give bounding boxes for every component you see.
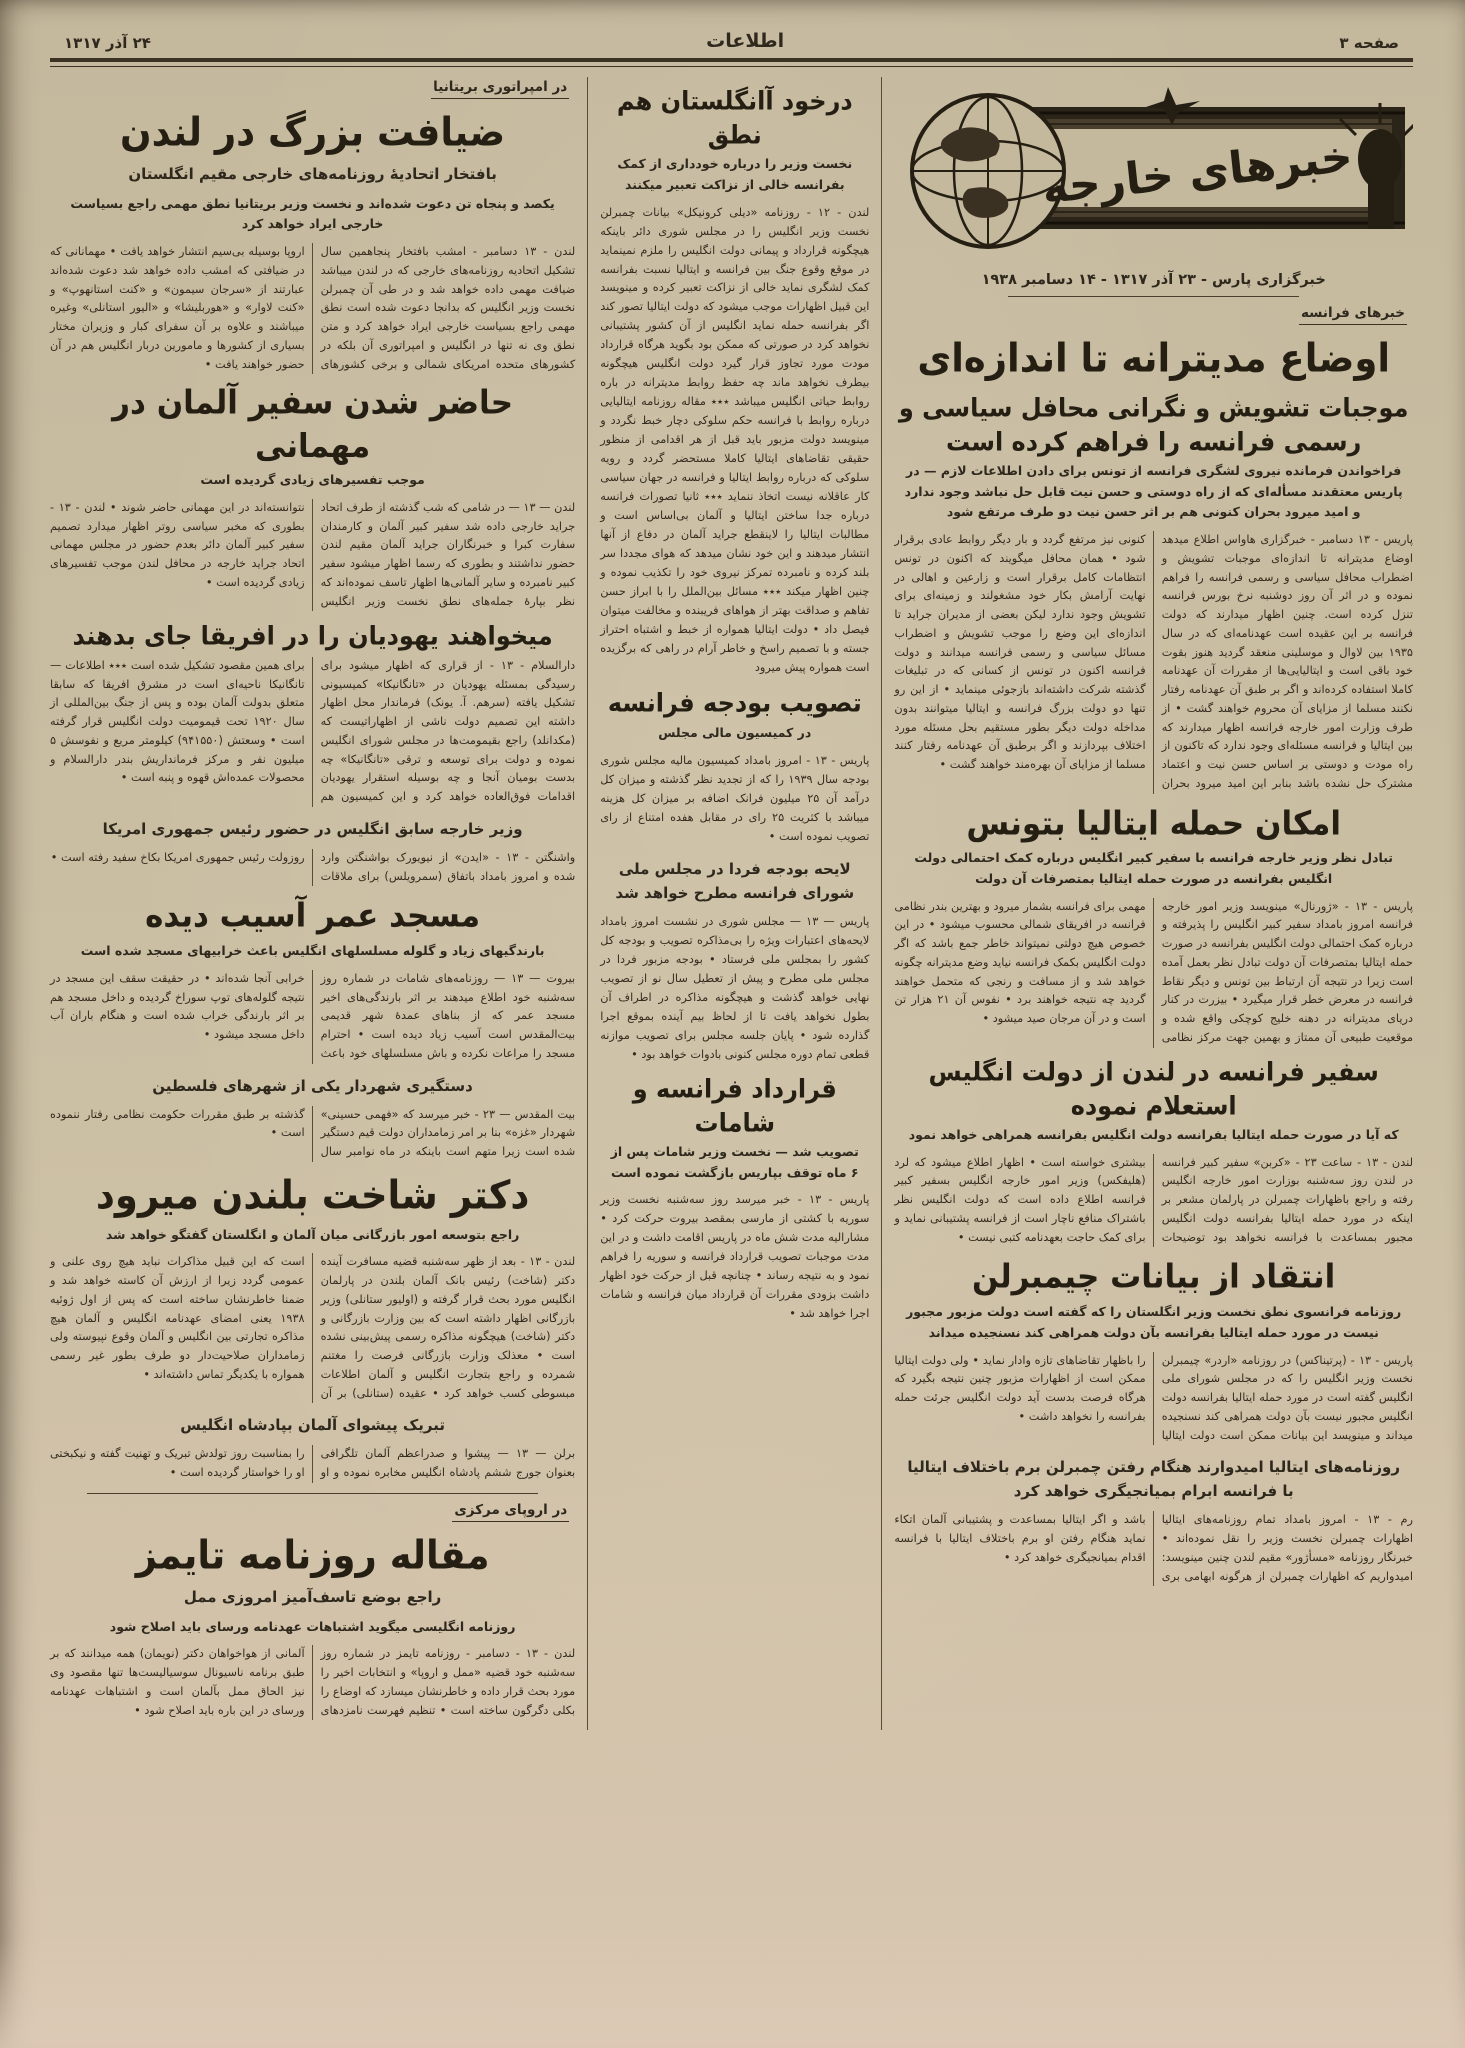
article-body: پاریس - ۱۳ - امروز بامداد کمیسیون مالیه مجلس شوری بودجه سال ۱۹۳۹ را که از تجدید نظر گذشته و میزان کل درآمد آن ۲۵ میلیون فرانک اضافه بر میزان کل هزینه میباشد با کثریت ۲۵ رای در مقابل هفده امتناع از رای تصویب نموده است • — [600, 754, 870, 843]
deck: تبادل نظر وزیر خارجه فرانسه با سفیر کبیر انگلیس درباره کمک احتمالی دولت انگلیس بفرانسه در صورت حمله ایتالیا بمتصرفات آن دولت — [914, 850, 1393, 887]
headline: دکتر شاخت بلندن میرود — [95, 1172, 530, 1219]
article-chamberlain-criticism — [894, 1257, 1413, 1445]
headline: حاضر شدن سفیر آلمان در مهمانی — [112, 383, 514, 466]
deck: تصویب شد — نخست وزیر شامات پس از ۶ ماه توقف بپاریس بازگشت نموده است — [610, 1144, 859, 1180]
article-body: لندن - ۱۳ - ساعت ۲۳ - «کربن» سفیر کبیر فرانسه در لندن روز سه‌شنبه بوزارت امور خارجه انگلیس رفته و راجع باظهارات چمبرلن در پارلمان مشعر بر اینکه در مورد حمله ایتالیا بفرانسه دولت انگلیس مجبور بمساعدت با فرانسه نخواهد بود توضیحات بیشتری خواسته است • اظهار اطلاع میشود که لرد (هلیفکس) وزیر امور خارجه انگلیس بسفیر کبیر فرانسه اطلاع داده است که دولت انگلیس نظر باشتراک منافع ناچار است از فرانسه پشتیبانی نماید و برای کمک حاجت بعهدنامه کتبی نیست • — [894, 1155, 1414, 1244]
headline: تبریک پیشوای آلمان بپادشاه انگلیس — [180, 1416, 446, 1435]
headline: سفیر فرانسه در لندن از دولت انگلیس استعلام نموده — [928, 1056, 1379, 1121]
headline: میخواهند یهودیان را در افریقا جای بدهند — [72, 621, 553, 652]
article-mediterranean-situation — [894, 335, 1413, 794]
article-times-article — [50, 1532, 575, 1720]
article-schacht-london — [50, 1172, 575, 1403]
deck: بارندگیهای زیاد و گلوله مسلسلهای انگلیس باعث خرابیهای مسجد شده است — [80, 943, 545, 959]
headline: ضیافت بزرگ در لندن — [120, 109, 506, 156]
headline: وزیر خارجه سابق انگلیس در حضور رئیس جمهوری امریکا — [102, 819, 523, 838]
article-german-ambassador-party — [50, 384, 575, 611]
headline: قرارداد فرانسه و شامات — [632, 1073, 837, 1138]
column-middle — [587, 77, 882, 1730]
article-france-levant-treaty — [600, 1075, 869, 1324]
article-body: بیروت — ۱۳ — روزنامه‌های شامات در شماره روز سه‌شنبه خود اطلاع میدهند بر اثر بارندگی‌های اخیر مسجد عمر که از بناهای عمدهٔ شهر قدیمی بیت‌المقدس است آسیب زیاد دیده است • احترام مسجد را مراعات نکرده و باش مسلسلهای خود باعث خرابی آنجا شده‌اند • در حقیقت سقف این مسجد در نتیجه گلوله‌های توپ سوراخ گردیده و داخل مسجد هم بر اثر بارندگی خراب شده است و هنگام باران آب داخل مسجد میشود • — [50, 971, 576, 1060]
headline: درخود آانگلستان هم نطق — [616, 86, 853, 150]
page-header — [50, 30, 1413, 52]
headline: مقاله روزنامه تایمز — [135, 1532, 490, 1579]
agency-dateline: خبرگزاری پارس - ۲۳ آذر ۱۳۱۷ - ۱۴ دسامبر ۱۹۳۸ — [981, 272, 1326, 288]
headline: تصویب بودجه فرانسه — [607, 687, 862, 718]
article-body: پاریس - ۱۳ - (پرتیناکس) در روزنامه «اردر» چیمبرلن نخست وزیر انگلیس را که در مجلس شورای ملی انگلیس گفته است در مورد حمله ایتالیا بفرانسه دولت انگلیس مجبور نیست بآن دولت همراهی کند نسنجیده میداند و مینویسد این بیانات ممکن است دولت ایتالیا را باظهار تقاضاهای تازه وادار نماید • ولی دولت ایتالیا ممکن است از اظهارات مزبور چنین نتیجه بگیرد که هرگاه فرصت بدست آید دولت انگلیس جرئت حمله بفرانسه را نخواهد داشت • — [894, 1353, 1413, 1442]
headline: امکان حمله ایتالیا بتونس — [966, 804, 1341, 843]
article-england-speech — [600, 87, 869, 678]
foreign-news-banner — [868, 79, 1413, 264]
header-rule — [50, 58, 1413, 67]
article-body: پاریس — ۱۳ — مجلس شوری در نشست امروز بامداد لایحه‌های اعتبارات ویژه را بی‌مذاکره تصویب و بودجه کل کشور را بمجلس ملی فرستاد • بودجه مزبور فردا در مجلس ملی مطرح و پیش از تعطیل سال نو از تصویب نهایی خواهد گذشت و هیچگونه مذاکره در اطراف آن بطول نخواهد یافت تا از لحاظ بیم آینده بموقع اجرا گذارده شود • پایان جلسه مجلس برای تصویب موازنه قطعی تمام دوره مجلس کنونی بادوات خواهد بود • — [600, 914, 870, 1061]
article-body: واشنگتن - ۱۳ - «ایدن» از نیویورک بواشنگتن وارد شده و امروز بامداد باتفاق (سمرویلس) برای ملاقات روزولت رئیس جمهوری امریکا بکاخ سفید رفته است • — [50, 850, 576, 883]
kicker-france-news: خبرهای فرانسه — [1299, 305, 1407, 325]
section-rule — [87, 1493, 539, 1494]
headline: روزنامه‌های ایتالیا امیدوارند هنگام رفتن چمبرلن برم باختلاف ایتالیا با فرانسه ابرام بمیانجیگری خواهد کرد — [907, 1458, 1400, 1501]
article-body: لندن - ۱۳ دسامبر - امشب بافتخار پنجاهمین سال تشکیل اتحادیه روزنامه‌های خارجی که در لندن میباشد ضیافت مهمی داده خواهد شد و در طی آن چمبرلن نخست وزیر انگلیس که بدانجا دعوت شده است نطق مهمی راجع بسیاست خارجی ایراد خواهد کرد و متن نطق وی نه تنها در انگلیس و امپراتوری آن بلکه در کشورهای متحده امریکای شمالی و برخی کشورهای اروپا بوسیله بی‌سیم انتشار خواهد یافت • مهمانانی که در ضیافتی که امشب داده خواهد شد دعوت شده‌اند عبارتند از «سرجان سیمون» و «کنت استانهوپ» و «کنت لاوار» و «هوربلیشا» و «الیور استانلی» وغیره میباشند و علاوه بر آن سفرای کبار و وزیران مختار بسیاری از کشورها و مامورین دربار انگلیس هم در آن حضور خواهند یافت • — [50, 245, 576, 371]
article-body: پاریس - ۱۳ - خبر میرسد روز سه‌شنبه نخست وزیر سوریه با کشتی از مارسی بمقصد بیروت حرکت کرد • مشارالیه مدت شش ماه در پاریس اقامت داشت و در این مدت موجبات تصویب قرارداد فرانسه و سوریه را فراهم نمود و به نتیجه رساند • چنانچه قبل از حرکت خود اظهار داشت بزودی مقررات آن قرارداد میان فرانسه و شامات اجرا خواهد شد • — [600, 1193, 870, 1321]
article-body: پاریس - ۱۳ دسامبر - خبرگزاری هاواس اطلاع میدهد اوضاع مدیترانه تا اندازه‌ای موجبات تشویش و اضطراب محافل سیاسی و رسمی فرانسه را فراهم نموده و در اثر آن روز دوشنبه نرخ بورس فرانسه تنزل کرده است. چنین اظهار میدارند که دولت فرانسه بر این عقیده است عهدنامه‌ای که در سال ۱۹۳۵ بین لاوال و موسلینی منعقد گردید هنوز بقوت خود باقی است و ایتالیایی‌ها از مقررات آن عهدنامه کاملا استفاده کرده‌اند و اگر بر طبق آن عهدنامه رفتار نکنند مسلما از مزایای آن محروم خواهند گشت • از طرف وزارت امور خارجه فرانسه اظهار میدارند که بین ایتالیا و فرانسه مسئله‌ای وجود ندارد که تاکنون از راه مودت و دوستی بر اساس حسن نیت و اعتماد مشترک حل نشده باشد بنابر این امید میرود بحران کنونی نیز مرتفع گردد و بار دیگر روابط عادی برقرار شود • همان محافل میگویند که اکنون در تونس انتظامات کامل برقرار است و زارعین و اهالی در نهایت آرامش بکار خود مشغولند و زمینه‌ای برای تشویش وجود ندارد لیکن بعضی از مدیران جراید تا اندازه‌ای این وضع را موجب تشویش و اضطراب مسائل سیاسی و رسمی فرانسه میدانند و دولت فرانسه اکنون در تونس از کسانی که در تبلیغات گذشته شرکت داشته‌اند بازجوئی مینماید • از این رو تنها دو دولت بزرگ فرانسه و ایتالیا میتوانند بدون مداخله دولت دیگر بطور مستقیم بحل مسئله مورد اختلاف بپردازند و اگر برطبق آن عهدنامه رفتار کنند مسلما از مزایای آن بهره‌مند خواهند گشت • — [894, 533, 1413, 790]
headline: دستگیری شهردار یکی از شهرهای فلسطین — [152, 1076, 473, 1095]
article-body: رم - ۱۳ - امروز بامداد تمام روزنامه‌های ایتالیا اظهارات چمبرلن نخست وزیر را نقل نموده‌اند • خبرنگار روزنامه «مسأژور» مقیم لندن چنین مینویسد: امیدواریم که اظهارات چمبرلن از هرگونه ابهامی بری باشد و اگر ایتالیا بمساعدت و پشتیبانی آلمان اتکاء نماید هنگام رفتن او برم باختلاف ایتالیا با فرانسه اقدام بمیانجیگری خواهد کرد • — [894, 1513, 1413, 1583]
deck: راجع بوضع تاسف‌آمیز امروزی ممل — [183, 1587, 442, 1606]
article-body: لندن — ۱۳ — در شامی که شب گذشته از طرف اتحاد جراید خارجی داده شد سفیر کبیر آلمان و کارمندان سفارت کبرا و خبرنگاران جراید آلمان مقیم لندن حضور نداشتند و بطوری که رسما اظهار میشود سفیر کبیر نامبرده و سایر آلمانی‌ها اظهار تاسف نموده‌اند که نظر بپارهٔ جمله‌های نطق نخست وزیر انگلیس نتوانسته‌اند در این مهمانی حاضر شوند • لندن - ۱۳ - بطوری که مخبر سیاسی روتر اظهار میدارد تصمیم سفیر کبیر آلمان دائر بعدم حضور در مجلس مهمانی اتحاد جراید خارجه در محافل لندن موجب تفسیرهای زیادی گردیده است • — [50, 500, 576, 608]
article-eden-roosevelt — [50, 817, 575, 887]
article-palestine-mayor-arrested — [50, 1074, 575, 1162]
article-budget-bill-parliament — [600, 857, 869, 1065]
column-right — [882, 77, 1413, 1730]
agency-rule — [1008, 296, 1298, 297]
article-hitler-congratulates-king — [50, 1413, 575, 1483]
column-left — [50, 77, 587, 1730]
article-jews-africa — [50, 621, 575, 807]
article-french-ambassador-inquiry — [894, 1058, 1413, 1248]
article-body: لندن - ۱۳ - دسامبر - روزنامه تایمز در شماره روز سه‌شنبه خود قضیه «ممل و اروپا» و انتخابات اخیر را مورد بحث قرار داده و خاطرنشان میسازد که اوضاع را بکلی دگرگون ساخته است • تنظیم فهرست نامزدهای آلمانی از هواخواهان دکتر (نویمان) همه میدانند که بر طبق برنامه ناسیونال سوسیالیست‌ها تنها مقصود وی نیز الحاق ممل بآلمان است و اشتباهات عهدنامه ورسای در این باره باید اصلاح شود • — [50, 1647, 576, 1717]
article-body: دارالسلام - ۱۳ - از قراری که اظهار میشود برای رسیدگی بمسئله یهودیان در «تانگانیکا» کمیسیونی تشکیل یافته (سرهم. آ. یونک) فرماندار محل اظهار داشته این تصمیم دولت ناشی از اظهاراتیست که (مکدانلد) راجع بقیمومت‌ها در مجلس شورای انگلیس نموده و دولت برای توسعه و ترقی «تانگانیکا» چه بدست بومیان آنجا و چه بوسیله استقرار یهودیان اقدامات فوق‌العاده خواهد کرد و این کمیسیون هم برای همین مقصود تشکیل شده است ٭٭٭ اطلاعات — تانگانیکا ناحیه‌ای است در مشرق افریقا که سابقا متعلق بدولت آلمان بوده و پس از جنگ بین‌المللی از سال ۱۹۲۰ تحت قیمومیت دولت انگلیس قرار گرفته است • وسعتش (۹۴۱۵۵۰) کیلومتر مربع و نفوسش ۵ میلیون نفر و مرکز فرمانداریش بندر دارالسلام و محصولات عمده‌اش قهوه و پنبه است • — [50, 658, 576, 804]
deck: در کمیسیون مالی مجلس — [658, 725, 812, 741]
deck: فراخواندن فرمانده نیروی لشگری فرانسه از تونس برای دادن اطلاعات لازم — در پاریس معتقدند مسأله‌ای که از راه دوستی و حسن نیت قابل حل نباشد وجود ندارد و امید میرود بحران کنونی هم بر اثر حسن نیت دو طرف مرتفع شود — [904, 463, 1403, 520]
article-omar-mosque-damaged — [50, 896, 575, 1063]
kicker-central-europe: در اروپای مرکزی — [452, 1502, 569, 1522]
headline: اوضاع مدیترانه تا اندازه‌ای — [917, 335, 1391, 382]
issue-date: ۲۴ آذر ۱۳۱۷ — [64, 34, 151, 52]
article-body: لندن - ۱۳ - بعد از ظهر سه‌شنبه قضیه مسافرت آینده دکتر (شاخت) رئیس بانک آلمان بلندن در پارلمان انگلیس مورد بحث قرار گرفته و (اولیور ستانلی) وزیر بازرگانی اظهار داشته است که بین وزارت بازرگانی و دکتر (شاخت) هیچگونه مذاکره رسمی پیش‌بینی نشده است • معذلک وزارت بازرگانی فرصت را مغتنم شمرده و راجع بتجارت انگلیس و آلمان اطلاعات مبسوطی کسب خواهد کرد • عقیده (ستانلی) بر آن است که این قبیل مذاکرات نباید هیچ روی علنی و عمومی گردد زیرا از ارزش آن کاسته خواهد شد و ضمنا خاطرنشان ساخته است که پس از اول ژوئیه ۱۹۳۸ یعنی امضای عهدنامه انگلیس و آلمان هیچ مذاکره تجارتی بین انگلیس و آلمان وقوع نپیوسته ولی زمامداران صلاحیت‌دار دو طرف بطور غیر رسمی همواره با یکدیگر تماس داشته‌اند • — [50, 1255, 576, 1400]
article-italy-attack-tunis — [894, 804, 1413, 1048]
deck: موجب تفسیرهای زیادی گردیده است — [200, 472, 425, 488]
columns — [50, 77, 1413, 1730]
deck: بافتخار اتحادیهٔ روزنامه‌های خارجی مقیم انگلستان — [128, 164, 497, 183]
paper-title: اطلاعات — [706, 30, 785, 52]
article-body: برلن — ۱۳ — پیشوا و صدراعظم آلمان تلگرافی بعنوان جورج ششم پادشاه انگلیس مخابره نموده و او را بمناسبت روز تولدش تبریک و تهنیت گفته و نیکبختی او را خواستار گردیده است • — [50, 1447, 576, 1480]
headline: انتقاد از بیانات چیمبرلن — [972, 1258, 1336, 1297]
deck-secondary: یکصد و پنجاه تن دعوت شده‌اند و نخست وزیر بریتانیا نطق مهمی راجع بسیاست خارجی ایراد خواهد کرد — [70, 195, 555, 232]
kicker-british-empire: در امپراتوری بریتانیا — [431, 79, 569, 99]
deck: راجع بتوسعه امور بازرگانی میان آلمان و انگلستان گفتگو خواهد شد — [105, 1226, 520, 1242]
banner-title: خبرهای خارجه — [1039, 130, 1355, 215]
article-french-budget-approved — [600, 688, 869, 847]
deck: روزنامه فرانسوی نطق نخست وزیر انگلستان را که گفته است دولت مزبور مجبور نیست در مورد حمله ایتالیا بفرانسه بآن دولت همراهی کند نسنجیده میداند — [906, 1304, 1402, 1340]
article-body: لندن - ۱۲ - روزنامه «دیلی کرونیکل» بیانات چمبرلن نخست وزیر انگلیس را در مجلس شوری دائر باینکه هیچگونه قرارداد و پیمانی دولت انگلیس را ملزم نمینماید در موقع وقوع جنگ بین فرانسه و ایتالیا نسبت بفرانسه کمک لشگری نماید خالی از نزاکت تعبیر کرده و مینویسد این قبیل اظهارات موجب میشود که دولت ایتالیا تصور کند اگر بفرانسه حمله نماید انگلیس از آن کشور پشتیبانی نخواهد کرد در صورتی که ممکن بود بگوید هرگاه قرارداد مودت مورد تجاوز قرار گیرد دولت انگلیس هیچگونه بیطرف نخواهد ماند چه حفظ روابط مدیترانه در باره روابط حیاتی انگلیس میباشد ٭٭٭ مقاله روزنامه ایتالیایی درباره روابط با فرانسه حکم سلوکی دچار خبط نگردد و مینویسد دولت مزبور باید قبل از هر اقدامی از منظور حقیقی تقاضاهای ایتالیا کاملا مستحضر گردد و رویه سلوکی که درباره روابط ایتالیا و فرانسه در جهان سیاسی کار عاقلانه نیست اتخاذ ننماید ٭٭٭ ثانیا تصورات فرانسه درباره جدا ساختن ایتالیا و آلمان بی‌اساس است و مطالبات ایتالیا را لاینقطع جراید آلمان در دفاع از آنها انتشار میدهند و این خود نشان میدهد که هوای مجددا سر بلند کرده و نامبرده تمرکز نیروی خود را تکذیب نموده و چنین اظهار میکند ٭٭٭ مسائل بین‌الملل را با ابراز حسن تفاهم و صداقت بهتر از هواهای فریبنده و مخالفت میتوان فیصل داد • دولت ایتالیا همواره از خبط و اشتباه احتراز جسته و با تصمیم راسخ و خاطر آرام در راهی که برگزیده است همواره پیش میرود — [600, 205, 870, 674]
deck: نخست وزیر را درباره خودداری از کمک بفرانسه خالی از نزاکت تعبیر میکنند — [617, 156, 853, 192]
headline: مسجد عمر آسیب دیده — [145, 897, 481, 936]
article-body: پاریس - ۱۳ - «ژورنال» مینویسد وزیر امور خارجه فرانسه امروز بامداد سفیر کبیر انگلیس را پذیرفته و درباره کمک احتمالی دولت انگلیس بفرانسه در صورت حمله ایتالیا بمتصرفات آن دولت تبادل نظر بعمل آمده است زیرا در نتیجه آن ارتباط بین تونس و دیگر نقاط فرانسه در معرض خطر قرار میگیرد • بیزرت در کنار دریای مدیترانه در دهنه خلیج کوچکی واقع شده و موقعیت طبیعی آن ممتاز و بهمین جهت مرکز نظامی مهمی برای فرانسه بشمار میرود و بهترین بندر نظامی فرانسه در افریقای شمالی محسوب میشود • در این خصوص هیچ دولتی نمیتواند خاطر جمع باشد که اگر دولت انگلیس بکمک فرانسه نیاید وضع مدیترانه چگونه خواهد شد و از مسافت و رنجی که متحمل خواهند گردید چه نتیجه خواهند برد • نفوس آن ۲۱ هزار تن است و در آن مرجان صید میشود • — [894, 899, 1413, 1044]
article-london-banquet — [50, 109, 575, 374]
article-body: بیت المقدس — ۲۳ - خبر میرسد که «فهمی حسینی» شهردار «غزه» بنا بر امر زمامداران دولت قیم دستگیر شده است زیرا متهم است باینکه در ماه نوامبر سال گذشته بر طبق مقررات حکومت نظامی رفتار ننموده است • — [50, 1107, 576, 1159]
deck-secondary: روزنامه انگلیسی میگوید اشتباهات عهدنامه ورسای باید اصلاح شود — [109, 1618, 516, 1634]
headline: لایحه بودجه فردا در مجلس ملی شورای فرانسه مطرح خواهد شد — [615, 859, 855, 902]
article-italian-newspapers-hope — [894, 1455, 1413, 1586]
page-number: صفحه ۳ — [1339, 34, 1399, 52]
deck: که آیا در صورت حمله ایتالیا بفرانسه دولت انگلیس بفرانسه همراهی خواهد نمود — [908, 1127, 1399, 1143]
headline-line2: موجبات تشویش و نگرانی محافل سیاسی و رسمی فرانسه را فراهم کرده است — [898, 392, 1409, 457]
